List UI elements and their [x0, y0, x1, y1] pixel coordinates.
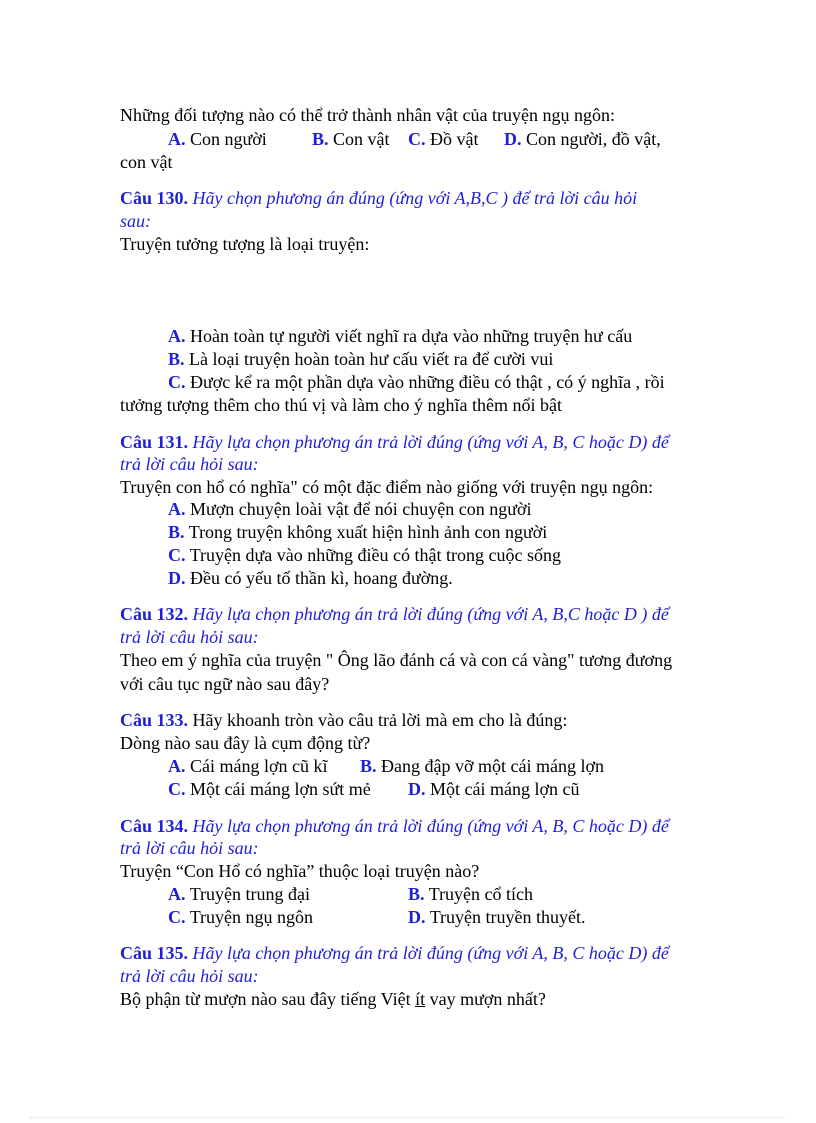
- q132-header: Câu 132. Hãy lựa chọn phương án trả lời đúng (ứng với A, B,C hoặc D ) để: [120, 604, 669, 624]
- q134-option-c: C. Truyện ngụ ngôn: [168, 907, 314, 927]
- q134-header: Câu 134. Hãy lựa chọn phương án trả lời đúng (ứng với A, B, C hoặc D) để: [120, 816, 669, 836]
- page-bottom-divider: [30, 1117, 786, 1118]
- q130-header: Câu 130. Hãy chọn phương án đúng (ứng với A,B,C ) để trả lời câu hỏi: [120, 188, 638, 208]
- q135-header: Câu 135. Hãy lựa chọn phương án trả lời đúng (ứng với A, B, C hoặc D) để: [120, 943, 669, 963]
- q134-option-a: A. Truyện trung đại: [168, 884, 311, 904]
- q130-option-b: B. Là loại truyện hoàn toàn hư cấu viết ra để cười vui: [168, 349, 554, 369]
- q131-stem: Truyện con hổ có nghĩa" có một đặc điểm nào giống với truyện ngụ ngôn:: [120, 477, 654, 497]
- q134-option-b: B. Truyện cổ tích: [408, 884, 534, 904]
- q135-instruction-cont: trả lời câu hỏi sau:: [120, 966, 259, 986]
- q134-option-d: D. Truyện truyền thuyết.: [408, 907, 586, 927]
- q131-instruction-cont: trả lời câu hỏi sau:: [120, 454, 259, 474]
- q130-stem: Truyện tưởng tượng là loại truyện:: [120, 234, 370, 254]
- q133-option-a: A. Cái máng lợn cũ kĩ: [168, 756, 328, 776]
- q135-stem: Bộ phận từ mượn nào sau đây tiếng Việt ít vay mượn nhất?: [120, 989, 546, 1009]
- q131-option-a: A. Mượn chuyện loài vật để nói chuyện con người: [168, 499, 532, 519]
- q131-option-c: C. Truyện dựa vào những điều có thật trong cuộc sống: [168, 545, 561, 565]
- q134-stem: Truyện “Con Hổ có nghĩa” thuộc loại truyện nào?: [120, 861, 480, 881]
- q130-option-c-cont: tưởng tượng thêm cho thú vị và làm cho ý nghĩa thêm nổi bật: [120, 395, 562, 415]
- q133-stem: Dòng nào sau đây là cụm động từ?: [120, 733, 371, 753]
- q131-header: Câu 131. Hãy lựa chọn phương án trả lời đúng (ứng với A, B, C hoặc D) để: [120, 432, 669, 452]
- q133-header: Câu 133. Hãy khoanh tròn vào câu trả lời mà em cho là đúng:: [120, 710, 568, 730]
- q131-option-b: B. Trong truyện không xuất hiện hình ảnh con người: [168, 522, 548, 542]
- q129-option-b: B. Con vật: [312, 129, 390, 149]
- q132-stem-cont: với câu tục ngữ nào sau đây?: [120, 674, 330, 694]
- q129-stem: Những đối tượng nào có thể trở thành nhân vật của truyện ngụ ngôn:: [120, 105, 615, 125]
- q129-option-d: D. Con người, đồ vật,: [504, 129, 661, 149]
- q131-option-d: D. Đều có yếu tố thần kì, hoang đường.: [168, 568, 453, 588]
- q130-option-a: A. Hoàn toàn tự người viết nghĩ ra dựa vào những truyện hư cấu: [168, 326, 633, 346]
- q130-instruction-cont: sau:: [120, 211, 151, 231]
- q134-instruction-cont: trả lời câu hỏi sau:: [120, 838, 259, 858]
- q132-instruction-cont: trả lời câu hỏi sau:: [120, 627, 259, 647]
- q133-option-c: C. Một cái máng lợn sứt mẻ: [168, 779, 371, 799]
- q133-option-d: D. Một cái máng lợn cũ: [408, 779, 580, 799]
- q129-options: A. Con người: [168, 129, 267, 149]
- q132-stem: Theo em ý nghĩa của truyện " Ông lão đánh cá và con cá vàng" tương đương: [120, 650, 673, 670]
- q129-option-d-cont: con vật: [120, 152, 173, 172]
- q129-option-c: C. Đồ vật: [408, 129, 479, 149]
- q130-option-c: C. Được kể ra một phần dựa vào những điều có thật , có ý nghĩa , rồi: [168, 372, 665, 392]
- q133-option-b: B. Đang đập vỡ một cái máng lợn: [360, 756, 605, 776]
